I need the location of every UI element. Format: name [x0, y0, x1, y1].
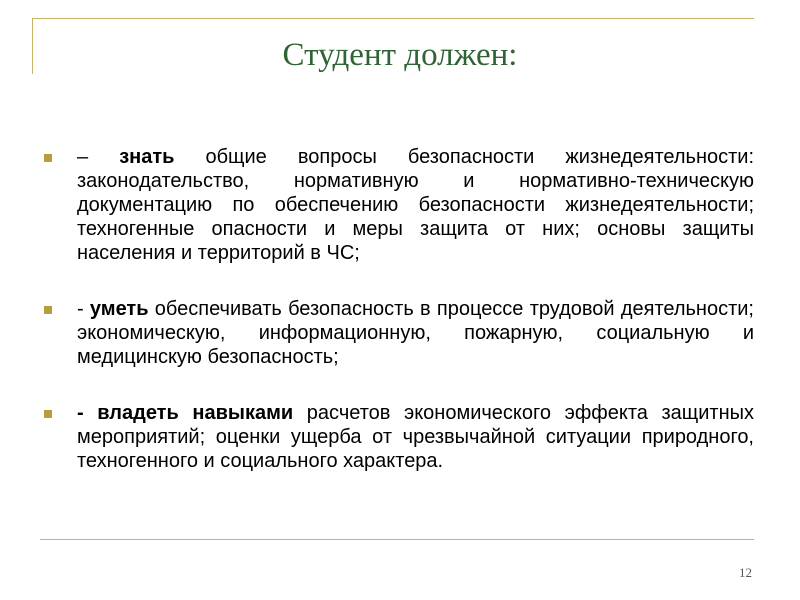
bullet-can — [40, 297, 754, 369]
bullet-list — [40, 145, 754, 473]
frame-bottom-line — [40, 539, 754, 540]
square-bullet-icon — [44, 410, 52, 418]
bullet-keyword: - владеть навыками — [77, 402, 294, 424]
bullet-keyword: уметь — [89, 298, 149, 320]
bullet-text: расчетов экономического эффекта защитных мероприятий; оценки ущерба от чрезвычайной ситуации природного, техногенного и социального характера. — [77, 402, 754, 472]
bullet-master — [40, 401, 754, 473]
frame-top-line — [32, 18, 754, 19]
bullet-know — [40, 145, 754, 265]
page-number: 12 — [739, 565, 752, 580]
bullet-text: общие вопросы безопасности жизнедеятельности: законодательство, нормативную и нормативно-техническую документацию по обеспечению безопасности жизнедеятельности; техногенные опасности и меры защита от них; основы защиты населения и территорий в ЧС; — [77, 146, 754, 264]
bullet-prefix: – — [77, 146, 120, 168]
square-bullet-icon — [44, 154, 52, 162]
slide-title: Студент должен: — [282, 37, 518, 73]
bullet-text: обеспечивать безопасность в процессе трудовой деятельности; экономическую, информационную, пожарную, социальную и медицинскую безопасность; — [77, 298, 754, 368]
bullet-keyword: знать — [119, 146, 175, 168]
bullet-prefix: - — [77, 298, 90, 320]
square-bullet-icon — [44, 306, 52, 314]
